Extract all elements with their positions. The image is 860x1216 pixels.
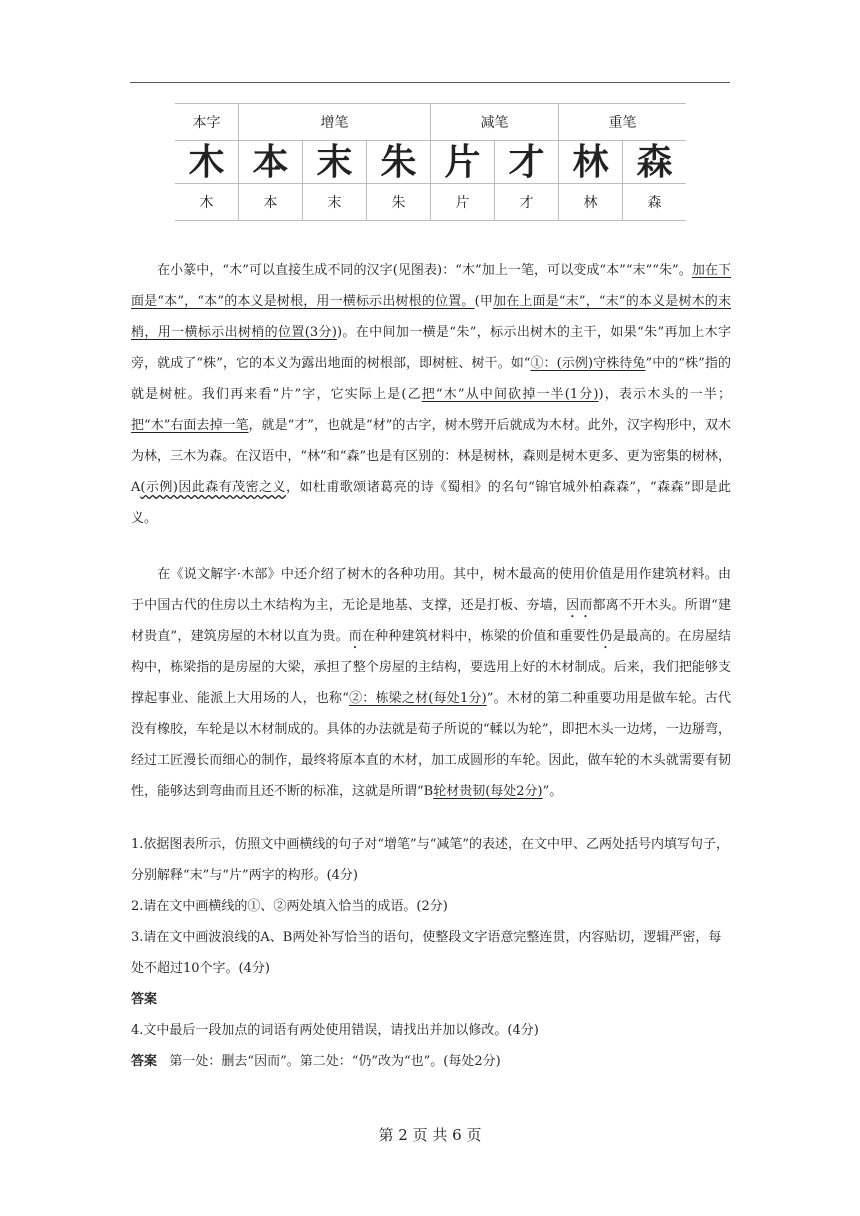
p1-text: ”中的“株”指的就是树桩。我们再来看“片”字，它实际上是(乙 <box>131 356 731 402</box>
answer-yi: 把“木”从中间砍掉一半(1分) <box>421 387 599 402</box>
seal-glyph: 朱 <box>367 141 431 184</box>
p1-text: ，就是“才”，也就是“材”的古字，树木劈开后就成为木材。此外，汉字构形中，双木为林，三木为森。在汉语中，“林”和“森”也是有区别的：林是树林，森则是树木更多、更为密集的树林，A <box>131 418 731 495</box>
answer-4: 第一处：删去“因而”。第二处：“仍”改为“也”。(每处2分) <box>169 1054 501 1069</box>
question-1: 1.依据图表所示，仿照文中画横线的句子对“增笔”与“减笔”的表述，在文中甲、乙两处括号内填写句子，分别解释“末”与“片”两字的构形。(4分) <box>131 837 729 883</box>
p2-text: ”。木材的第二种重要功用是做车轮。古代没有橡胶，车轮是以木材制成的。具体的办法就是荀子所说的“ <box>131 691 731 737</box>
underlined-sentence-2: 把“木”右面去掉一笔 <box>131 418 249 433</box>
seal-glyph: 木 <box>175 141 239 184</box>
dotted-word-reng: 仍 <box>599 629 613 644</box>
p2-text: 都离不开木头。所谓“建材贵直”，建筑房屋的木材以直为贵。 <box>131 598 731 644</box>
answer-b: 轮材贵韧(每处2分) <box>433 784 543 799</box>
character-table <box>175 103 686 221</box>
question-3: 3.请在文中画波浪线的A、B两处补写恰当的语句，使整段文字语意完整连贯，内容贴切，逻辑严密，每处不超过10个字。(4分) <box>131 930 722 976</box>
p2-text: ”。 <box>542 784 563 799</box>
p1-text: )，表示木头的一半； <box>598 387 731 402</box>
p1-text: 在小篆中，“木”可以直接生成不同的汉字(见图表)：“木”加上一笔，可以变成“本”“末”“朱”。 <box>157 263 692 278</box>
answer-label: 答案 <box>131 1054 158 1069</box>
p2-text: 在《说文解字·木部》中还介绍了树木的各种功用。其中，树木最高的使用价值是用作建筑材料。由于中国古代的住房以土木结构为主，无论是地基、支撑，还是打板、夯墙， <box>131 567 731 613</box>
dotted-word-er: 而 <box>348 629 362 644</box>
seal-glyph: 林 <box>559 141 623 184</box>
question-2: 2.请在文中画横线的①、②两处填入恰当的成语。(2分) <box>131 899 448 914</box>
header-base: 本字 <box>175 104 239 141</box>
modern-char: 本 <box>239 184 303 221</box>
header-rule <box>130 82 730 83</box>
p2-text: 是最高的。在房屋结构中，栋梁指的是房屋的大梁，承担了整个房屋的主结构，要选用上好的木材制成。后来，我们把能够支撑起事业、能派上大用场的人，也称“ <box>131 629 731 706</box>
answer-a: (示例)因此森有茂密之义 <box>140 480 286 495</box>
dotted-word-yiner: 因而 <box>566 598 593 613</box>
page-number: 第 2 页 共 6 页 <box>378 1126 482 1144</box>
rou-char: 輮 <box>489 722 503 737</box>
answer-jia: 加在上面是“末”，“末”的本义是树木的末梢，用一横标示出树梢的位置(3分) <box>131 294 731 340</box>
modern-char: 才 <box>495 184 559 221</box>
modern-char: 片 <box>431 184 495 221</box>
seal-glyph: 本 <box>239 141 303 184</box>
modern-char: 朱 <box>367 184 431 221</box>
question-4: 4.文中最后一段加点的词语有两处使用错误，请找出并加以修改。(4分) <box>131 1023 539 1038</box>
modern-char: 末 <box>303 184 367 221</box>
header-add: 增笔 <box>239 104 431 141</box>
seal-glyph: 末 <box>303 141 367 184</box>
modern-char: 木 <box>175 184 239 221</box>
p1-text: ，如杜甫歌颂诸葛亮的诗《蜀相》的名句“锦官城外柏森森”，“森森”即是此义。 <box>131 480 731 526</box>
modern-char-row <box>175 184 686 221</box>
modern-char: 林 <box>559 184 623 221</box>
questions <box>131 829 731 1077</box>
seal-glyph: 片 <box>431 141 495 184</box>
p2-text: 在种种建筑材料中，栋梁的价值和重要性 <box>361 629 600 644</box>
table-header-row <box>175 104 686 141</box>
p1-text: )。在中间加一横是“朱”，标示出树木的主干，如果“朱”再加上木字旁，就成了“株”，它的本义为露出地面的树根部，即树桩、树干。如“ <box>131 325 731 371</box>
p2-text: 以为轮”，即把木头一边烤，一边掰弯，经过工匠漫长而细心的制作，最终将原本直的木材，加工成圆形的车轮。因此，做车轮的木头就需要有韧性，能够达到弯曲而且还不断的标准，这就是所谓“B <box>131 722 731 799</box>
seal-glyph-row <box>175 141 686 184</box>
underlined-sentence: 加在下面是“本”，“本”的本义是树根，用一横标示出树根的位置。 <box>131 263 731 309</box>
paragraph-1 <box>131 255 731 534</box>
p1-text: (甲 <box>474 294 494 309</box>
answer-blank-1: ①：(示例)守株待兔 <box>530 356 646 371</box>
answer-blank-2: ②：栋梁之材(每处1分) <box>348 691 487 706</box>
seal-glyph: 才 <box>495 141 559 184</box>
seal-glyph: 森 <box>623 141 687 184</box>
header-dup: 重笔 <box>559 104 687 141</box>
paragraph-2 <box>131 559 731 807</box>
header-sub: 减笔 <box>431 104 559 141</box>
answer-label: 答案 <box>131 992 158 1007</box>
modern-char: 森 <box>623 184 687 221</box>
